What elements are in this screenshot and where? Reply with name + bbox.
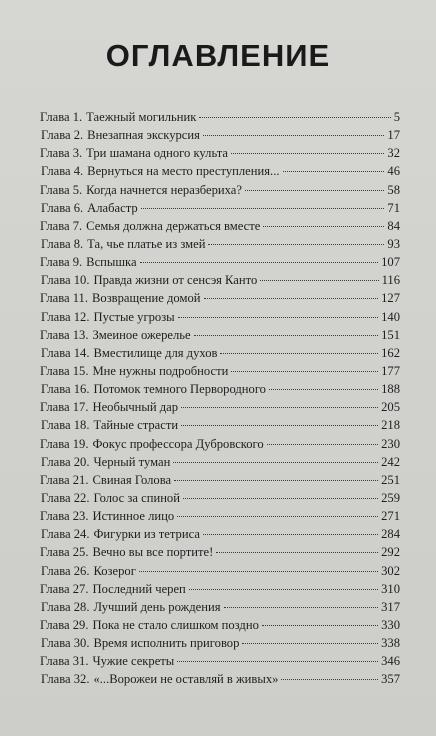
toc-chapter-title: Мне нужны подробности bbox=[92, 363, 229, 378]
toc-row bbox=[40, 507, 400, 525]
toc-page-number: 140 bbox=[381, 309, 400, 324]
toc-leader-dots bbox=[203, 135, 384, 136]
toc-page-number: 310 bbox=[381, 581, 400, 596]
toc-row bbox=[40, 253, 400, 271]
toc-row bbox=[40, 471, 400, 489]
toc-chapter-title: Алабастр bbox=[87, 200, 138, 215]
toc-page-number: 292 bbox=[381, 545, 400, 560]
toc-chapter-title: Правда жизни от сенсэя Канто bbox=[93, 273, 258, 288]
toc-chapter-number: Глава 10. bbox=[41, 273, 90, 288]
toc-page-number: 338 bbox=[381, 636, 400, 651]
toc-page-number: 177 bbox=[381, 363, 400, 378]
toc-leader-dots bbox=[231, 371, 378, 372]
toc-chapter-number: Глава 24. bbox=[41, 527, 90, 542]
toc-chapter-number: Глава 18. bbox=[41, 418, 90, 433]
toc-row bbox=[40, 634, 400, 652]
toc-row bbox=[40, 181, 400, 199]
toc-chapter-title: Фокус профессора Дубровского bbox=[92, 436, 264, 451]
toc-chapter-title: Необычный дар bbox=[92, 400, 179, 415]
toc-leader-dots bbox=[283, 171, 385, 172]
toc-chapter-number: Глава 2. bbox=[41, 128, 84, 143]
toc-chapter-number: Глава 22. bbox=[41, 490, 90, 505]
toc-chapter-title: Вспышка bbox=[86, 255, 137, 270]
toc-leader-dots bbox=[174, 480, 378, 481]
toc-leader-dots bbox=[216, 552, 378, 553]
toc-chapter-number: Глава 26. bbox=[41, 563, 90, 578]
toc-chapter-number: Глава 5. bbox=[40, 182, 83, 197]
toc-page-number: 205 bbox=[381, 400, 400, 415]
toc-chapter-title: Голос за спиной bbox=[93, 490, 180, 505]
toc-leader-dots bbox=[220, 353, 378, 354]
toc-chapter-number: Глава 30. bbox=[41, 636, 90, 651]
toc-chapter-title: Возвращение домой bbox=[92, 291, 201, 306]
toc-page-number: 58 bbox=[387, 182, 400, 197]
toc-chapter-number: Глава 4. bbox=[41, 164, 84, 179]
toc-row bbox=[40, 453, 400, 471]
toc-leader-dots bbox=[245, 190, 384, 191]
toc-page-number: 162 bbox=[381, 345, 400, 360]
toc-page-number: 46 bbox=[387, 164, 400, 179]
toc-chapter-number: Глава 27. bbox=[40, 581, 89, 596]
toc-chapter-number: Глава 1. bbox=[40, 110, 83, 124]
toc-row bbox=[40, 235, 400, 253]
toc-page-number: 230 bbox=[381, 436, 400, 451]
toc-leader-dots bbox=[189, 589, 378, 590]
toc-row bbox=[40, 398, 400, 416]
toc-chapter-title: Семья должна держаться вместе bbox=[86, 218, 261, 233]
toc-leader-dots bbox=[262, 625, 378, 626]
toc-row bbox=[40, 543, 400, 561]
toc-leader-dots bbox=[181, 407, 378, 408]
toc-leader-dots bbox=[203, 534, 378, 535]
toc-chapter-number: Глава 14. bbox=[41, 345, 90, 360]
toc-chapter-number: Глава 25. bbox=[40, 545, 89, 560]
toc-leader-dots bbox=[140, 262, 379, 263]
toc-chapter-number: Глава 16. bbox=[41, 382, 90, 397]
toc-leader-dots bbox=[224, 607, 379, 608]
toc-row bbox=[40, 598, 400, 616]
toc-page-number: 71 bbox=[387, 200, 400, 215]
toc-chapter-title: Пустые угрозы bbox=[93, 309, 175, 324]
toc-page-number: 317 bbox=[381, 599, 400, 614]
toc-chapter-title: Потомок темного Первородного bbox=[93, 382, 266, 397]
toc-leader-dots bbox=[173, 462, 378, 463]
toc-chapter-number: Глава 8. bbox=[41, 236, 84, 251]
toc-row bbox=[40, 344, 400, 362]
toc-page-number: 251 bbox=[381, 472, 400, 487]
toc-row bbox=[40, 199, 400, 217]
toc-leader-dots bbox=[260, 280, 378, 281]
toc-row bbox=[40, 380, 400, 398]
page-title: ОГЛАВЛЕНИЕ bbox=[105, 38, 331, 73]
toc-chapter-number: Глава 12. bbox=[41, 309, 90, 324]
toc-chapter-number: Глава 11. bbox=[40, 291, 89, 306]
toc-row bbox=[40, 435, 400, 453]
toc-chapter-number: Глава 9. bbox=[40, 255, 83, 270]
toc-leader-dots bbox=[178, 317, 378, 318]
toc-chapter-title: Змеиное ожерелье bbox=[92, 327, 191, 342]
toc-leader-dots bbox=[263, 226, 384, 227]
toc-page-number: 127 bbox=[381, 291, 400, 306]
toc-page-number: 346 bbox=[381, 654, 400, 669]
toc-row bbox=[40, 289, 400, 307]
toc-page-number: 188 bbox=[381, 382, 400, 397]
toc-chapter-title: Последний череп bbox=[92, 581, 186, 596]
toc-chapter-number: Глава 21. bbox=[40, 472, 89, 487]
toc-leader-dots bbox=[141, 208, 385, 209]
toc-page-number: 284 bbox=[381, 527, 400, 542]
toc-page-number: 151 bbox=[381, 327, 400, 342]
toc-page-number: 107 bbox=[381, 255, 400, 270]
toc-chapter-title: Время исполнить приговор bbox=[93, 636, 240, 651]
toc-row bbox=[40, 670, 400, 688]
toc-leader-dots bbox=[269, 389, 378, 390]
toc-leader-dots bbox=[267, 444, 378, 445]
toc-leader-dots bbox=[194, 335, 378, 336]
toc-chapter-title: Та, чье платье из змей bbox=[87, 236, 206, 251]
table-of-contents bbox=[40, 108, 400, 689]
toc-leader-dots bbox=[177, 516, 378, 517]
toc-chapter-number: Глава 6. bbox=[41, 200, 84, 215]
toc-row bbox=[40, 271, 400, 289]
toc-chapter-number: Глава 7. bbox=[40, 218, 83, 233]
toc-chapter-title: Таежный могильник bbox=[86, 110, 197, 124]
toc-page-number: 5 bbox=[393, 110, 400, 124]
toc-chapter-number: Глава 19. bbox=[40, 436, 89, 451]
toc-chapter-title: «...Ворожеи не оставляй в живых» bbox=[93, 672, 279, 687]
toc-row bbox=[40, 108, 400, 126]
toc-page-number: 259 bbox=[381, 490, 400, 505]
toc-chapter-title: Внезапная экскурсия bbox=[87, 128, 200, 143]
toc-chapter-title: Вечно вы все портите! bbox=[92, 545, 214, 560]
toc-chapter-number: Глава 13. bbox=[40, 327, 89, 342]
toc-leader-dots bbox=[204, 298, 379, 299]
toc-page-number: 84 bbox=[387, 218, 400, 233]
toc-row bbox=[40, 416, 400, 434]
toc-row bbox=[40, 616, 400, 634]
toc-chapter-title: Истинное лицо bbox=[92, 509, 175, 524]
toc-row bbox=[40, 362, 400, 380]
toc-page-number: 17 bbox=[387, 128, 400, 143]
toc-row bbox=[40, 580, 400, 598]
toc-leader-dots bbox=[199, 117, 390, 118]
toc-leader-dots bbox=[181, 425, 378, 426]
toc-chapter-title: Козерог bbox=[93, 563, 136, 578]
toc-chapter-number: Глава 23. bbox=[40, 509, 89, 524]
toc-chapter-title: Тайные страсти bbox=[93, 418, 179, 433]
toc-chapter-title: Черный туман bbox=[93, 454, 171, 469]
toc-row bbox=[40, 326, 400, 344]
toc-row bbox=[40, 525, 400, 543]
toc-row bbox=[40, 144, 400, 162]
toc-page-number: 330 bbox=[381, 617, 400, 632]
toc-page-number: 271 bbox=[381, 509, 400, 524]
toc-chapter-title: Когда начнется неразбериха? bbox=[86, 182, 242, 197]
toc-leader-dots bbox=[281, 679, 378, 680]
toc-row bbox=[40, 562, 400, 580]
toc-chapter-title: Три шамана одного культа bbox=[86, 146, 228, 161]
toc-page-number: 302 bbox=[381, 563, 400, 578]
toc-row bbox=[40, 489, 400, 507]
toc-chapter-number: Глава 29. bbox=[40, 617, 89, 632]
toc-chapter-title: Вернуться на место преступления... bbox=[87, 164, 280, 179]
toc-chapter-title: Свиная Голова bbox=[92, 472, 172, 487]
toc-chapter-title: Пока не стало слишком поздно bbox=[92, 617, 259, 632]
toc-chapter-title: Фигурки из тетриса bbox=[93, 527, 200, 542]
toc-leader-dots bbox=[231, 153, 384, 154]
toc-row bbox=[40, 162, 400, 180]
toc-page-number: 218 bbox=[381, 418, 400, 433]
toc-chapter-number: Глава 28. bbox=[41, 599, 90, 614]
toc-page-number: 93 bbox=[387, 236, 400, 251]
toc-chapter-number: Глава 32. bbox=[41, 672, 90, 687]
toc-row bbox=[40, 308, 400, 326]
toc-page-number: 116 bbox=[381, 273, 400, 288]
toc-leader-dots bbox=[183, 498, 378, 499]
toc-page-number: 242 bbox=[381, 454, 400, 469]
toc-chapter-number: Глава 31. bbox=[40, 654, 89, 669]
toc-leader-dots bbox=[208, 244, 384, 245]
toc-leader-dots bbox=[242, 643, 378, 644]
toc-chapter-number: Глава 15. bbox=[40, 363, 89, 378]
toc-chapter-number: Глава 20. bbox=[41, 454, 90, 469]
toc-chapter-title: Чужие секреты bbox=[92, 654, 175, 669]
toc-page-number: 357 bbox=[381, 672, 400, 687]
toc-row bbox=[40, 652, 400, 670]
toc-row bbox=[40, 217, 400, 235]
toc-chapter-title: Лучший день рождения bbox=[93, 599, 221, 614]
toc-leader-dots bbox=[139, 571, 378, 572]
toc-row bbox=[40, 126, 400, 144]
toc-leader-dots bbox=[177, 661, 378, 662]
toc-chapter-title: Вместилище для духов bbox=[93, 345, 218, 360]
toc-chapter-number: Глава 3. bbox=[40, 146, 83, 161]
toc-chapter-number: Глава 17. bbox=[40, 400, 89, 415]
toc-page-number: 32 bbox=[387, 146, 400, 161]
